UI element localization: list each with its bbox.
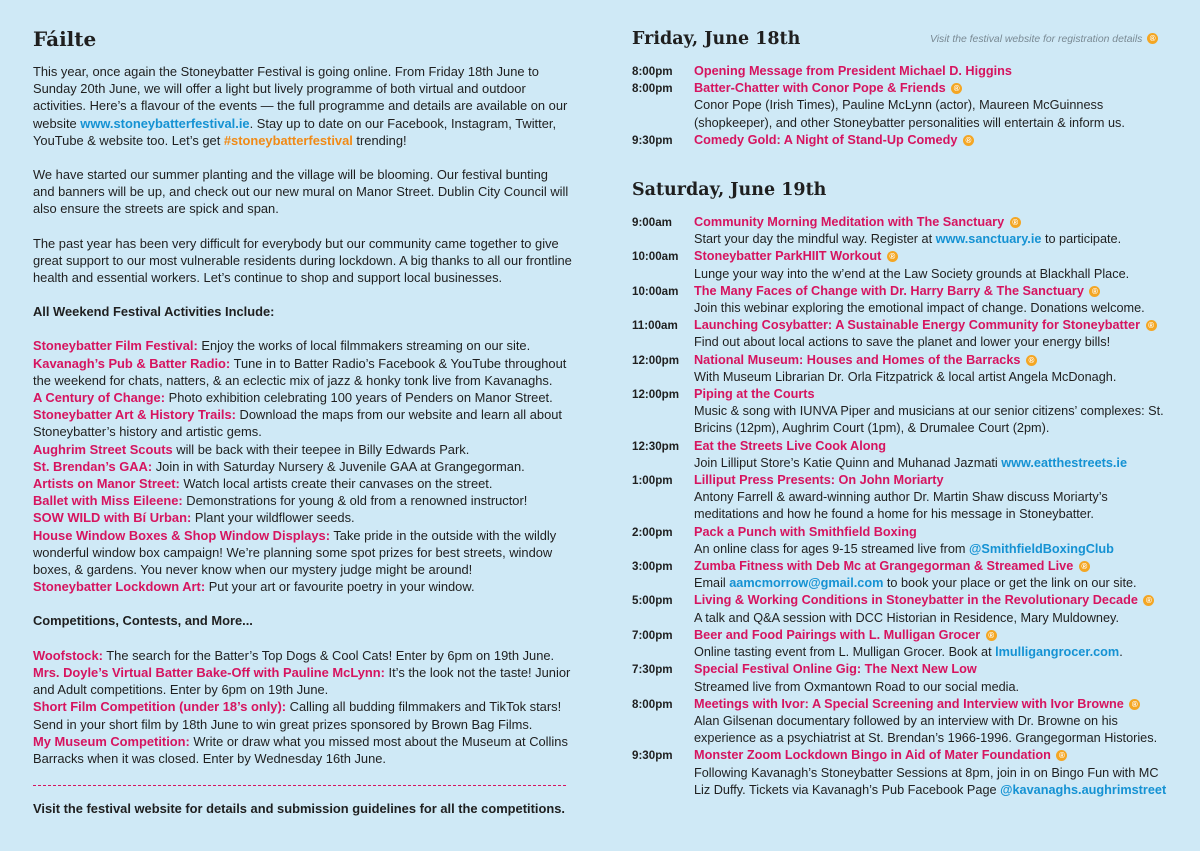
event-row (632, 317, 1172, 351)
competition-item (33, 733, 573, 767)
event-row (632, 352, 1172, 386)
event-time: 12:00pm (632, 353, 680, 367)
registration-icon: ® (887, 251, 898, 262)
event-title: Opening Message from President Michael D. Higgins (694, 64, 1012, 78)
registration-icon: ® (1026, 355, 1037, 366)
event-description (694, 403, 1172, 437)
saturday-heading: Saturday, June 19th (632, 180, 827, 201)
event-content (694, 80, 1172, 132)
event-desc-text: An online class for ages 9-15 streamed live from (694, 541, 970, 556)
registration-icon: ® (1056, 750, 1067, 761)
registration-icon: ® (1129, 699, 1140, 710)
competition-item-text: The search for the Batter’s Top Dogs & Cool Cats! Enter by 6pm on 19th June. (102, 647, 555, 663)
event-content (694, 248, 1172, 282)
activity-item (33, 475, 573, 492)
event-content (694, 132, 1172, 149)
event-title-line (694, 592, 1172, 609)
event-title-line (694, 696, 1172, 713)
event-title-line (694, 352, 1172, 369)
event-desc-text: With Museum Librarian Dr. Orla Fitzpatrick & local artist Angela McDonagh. (694, 369, 1117, 384)
registration-icon: ® (951, 83, 962, 94)
planting-paragraph: We have started our summer planting and the village will be blooming. Our festival bunting and banners will be up, and check out our new mural on Manor Street. Dublin City Council will also ensure the streets are spick and span. (33, 167, 569, 217)
event-time: 8:00pm (632, 82, 673, 96)
event-row (632, 747, 1172, 799)
activity-item-name: Aughrim Street Scouts (33, 441, 173, 457)
activity-item-name: A Century of Change: (33, 390, 166, 406)
event-link[interactable]: www.sanctuary.ie (935, 232, 1042, 247)
schedule-column (632, 26, 1172, 799)
event-desc-text: Following Kavanagh’s Stoneybatter Sessions at 8pm, join in on Bingo Fun with MC Liz Duffy. Tickets via Kavanagh’s Pub Facebook Page (694, 765, 1159, 797)
event-row (632, 592, 1172, 626)
event-row (632, 80, 1172, 132)
event-title-line (694, 472, 1172, 489)
event-title-line (694, 317, 1172, 334)
event-title: National Museum: Houses and Homes of the Barracks (694, 352, 1021, 367)
event-title: Living & Working Conditions in Stoneybatter in the Revolutionary Decade (694, 593, 1138, 608)
activity-item (33, 441, 573, 458)
competition-item (33, 647, 573, 664)
activity-item-text: will be back with their teepee in Billy Edwards Park. (172, 441, 470, 457)
event-content (694, 214, 1172, 248)
activity-item-name: St. Brendan’s GAA: (33, 458, 153, 474)
event-link[interactable]: lmulligangrocer.com (995, 645, 1120, 660)
event-title-line (694, 524, 1172, 541)
event-time: 9:00am (632, 216, 672, 230)
event-content (694, 661, 1172, 695)
welcome-column (33, 27, 573, 767)
event-content (694, 438, 1172, 472)
event-title-line (694, 747, 1172, 764)
event-row (632, 63, 1172, 80)
event-description (694, 97, 1172, 131)
event-desc-text: Conor Pope (Irish Times), Pauline McLynn (actor), Maureen McGuinness (shopkeeper), and other Stoneybatter personalities will entertain & inform us. (694, 98, 1125, 130)
activities-list (33, 337, 573, 595)
competition-item (33, 698, 573, 732)
event-title-line (694, 63, 1172, 80)
event-desc-text: Start your day the mindful way. Register at (694, 232, 936, 247)
welcome-title: Fáilte (33, 27, 97, 51)
event-time: 12:30pm (632, 439, 680, 453)
event-row (632, 661, 1172, 695)
event-title: Meetings with Ivor: A Special Screening and Interview with Ivor Browne (694, 696, 1124, 711)
event-title: Zumba Fitness with Deb Mc at Grangegorman & Streamed Live (694, 559, 1074, 574)
event-time: 8:00pm (632, 697, 673, 711)
event-desc-text: A talk and Q&A session with DCC Historian in Residence, Mary Muldowney. (694, 610, 1119, 625)
event-description (694, 231, 1172, 248)
event-title-line (694, 80, 1172, 97)
competition-item-text: It’s the look not the taste! Junior and Adult competitions. Enter by 6pm on 19th June. (33, 664, 571, 698)
event-description (694, 610, 1172, 627)
competition-item-name: Mrs. Doyle’s Virtual Batter Bake-Off with Pauline McLynn: (33, 664, 385, 680)
registration-icon: ® (963, 135, 974, 146)
event-content (694, 352, 1172, 386)
event-desc-text: Music & song with IUNVA Piper and musicians at our senior citizens’ complexes: St. Bricins (12pm), Aughrim Court (1pm), & Drumalee Court (2pm). (694, 404, 1164, 436)
activity-item (33, 527, 573, 579)
competitions-list (33, 647, 573, 767)
event-desc-text: Join this webinar exploring the emotional impact of change. Donations welcome. (694, 301, 1145, 316)
activity-item-text: Take pride in the outside with the wildly wonderful window box campaign! We’re planning some spot prizes for best streets, window boxes, & gardens. You never know when our mystery judge might be around! (33, 527, 557, 578)
competition-item-name: Woofstock: (33, 647, 103, 663)
competition-item-name: My Museum Competition: (33, 733, 190, 749)
event-description (694, 266, 1172, 283)
event-row (632, 524, 1172, 558)
activity-item-name: Stoneybatter Art & History Trails: (33, 407, 236, 423)
event-content (694, 386, 1172, 438)
event-title: Lilliput Press Presents: On John Moriarty (694, 473, 944, 488)
event-link[interactable]: @SmithfieldBoxingClub (969, 541, 1114, 556)
event-row (632, 558, 1172, 592)
event-title: Stoneybatter ParkHIIT Workout (694, 249, 882, 264)
event-title-line (694, 214, 1172, 231)
friday-events (632, 63, 1172, 149)
event-title: The Many Faces of Change with Dr. Harry Barry & The Sanctuary (694, 283, 1084, 298)
event-time: 8:00pm (632, 65, 673, 78)
event-title-line (694, 132, 1172, 149)
activities-heading: All Weekend Festival Activities Include: (33, 304, 275, 320)
event-description (694, 455, 1172, 472)
event-desc-text: Alan Gilsenan documentary followed by an interview with Dr. Browne on his experience as a psychiatrist at St. Brendan’s 1966-1996. Grangegorman Histories. (694, 713, 1158, 746)
event-row (632, 438, 1172, 472)
event-desc-text: Streamed live from Oxmantown Road to our social media. (694, 679, 1020, 694)
event-description (694, 765, 1172, 799)
event-title-line (694, 248, 1172, 265)
activity-item (33, 509, 573, 526)
registration-icon: ® (1010, 217, 1021, 228)
activity-item (33, 406, 573, 440)
saturday-events (632, 214, 1172, 799)
event-time: 5:00pm (632, 594, 673, 608)
activity-item (33, 337, 573, 354)
event-title-line (694, 438, 1172, 455)
event-row (632, 214, 1172, 248)
hashtag: #stoneybatterfestival (223, 132, 353, 148)
registration-icon: ® (1147, 33, 1158, 44)
event-title: Monster Zoom Lockdown Bingo in Aid of Mater Foundation (694, 748, 1051, 763)
event-link[interactable]: aamcmorrow@gmail.com (729, 576, 884, 591)
event-description (694, 679, 1172, 696)
intro-text-2: . Stay up to date on our Facebook, Instagram, Twitter, YouTube & website too. Let’s get (33, 115, 557, 148)
event-time: 7:30pm (632, 663, 673, 677)
event-time: 9:30pm (632, 133, 673, 147)
event-link[interactable]: @kavanaghs.aughrimstreet (1000, 782, 1167, 797)
competition-item (33, 664, 573, 698)
registration-note: Visit the festival website for registration details ® (930, 33, 1158, 45)
event-row (632, 248, 1172, 282)
event-title: Pack a Punch with Smithfield Boxing (694, 524, 917, 539)
event-time: 12:00pm (632, 388, 680, 402)
dashed-divider (33, 785, 566, 786)
event-desc-after: to participate. (1041, 232, 1122, 247)
event-title-line (694, 627, 1172, 644)
event-title: Community Morning Meditation with The Sanctuary (694, 215, 1005, 230)
event-desc-text: Lunge your way into the w’end at the Law Society grounds at Blackhall Place. (694, 266, 1130, 281)
event-row (632, 132, 1172, 149)
activity-item-name: Stoneybatter Lockdown Art: (33, 579, 206, 595)
event-row (632, 627, 1172, 661)
activity-item-name: SOW WILD with Bí Urban: (33, 510, 192, 526)
competition-item-text: Calling all budding filmmakers and TikTok stars! Send in your short film by 18th June to win great prizes sponsored by Brown Bag Films. (33, 699, 562, 732)
activity-item-name: Artists on Manor Street: (33, 476, 180, 492)
activity-item-text: Put your art or favourite poetry in your window. (205, 579, 475, 595)
activity-item (33, 355, 573, 389)
event-desc-text: Email (694, 576, 730, 591)
activity-item-name: Kavanagh’s Pub & Batter Radio: (33, 355, 231, 371)
event-content (694, 524, 1172, 558)
event-description (694, 334, 1172, 351)
activity-item (33, 389, 573, 406)
activity-item (33, 578, 573, 595)
competition-item-text: Write or draw what you missed most about the Museum at Collins Barracks when it was closed. Enter by Wednesday 16th June. (33, 733, 568, 766)
event-description (694, 541, 1172, 558)
event-desc-after: . (1119, 645, 1123, 660)
event-content (694, 592, 1172, 626)
event-title: Piping at the Courts (694, 387, 815, 402)
event-title: Batter-Chatter with Conor Pope & Friends (694, 81, 946, 96)
event-desc-text: Find out about local actions to save the planet and lower your energy bills! (694, 335, 1111, 350)
event-title: Launching Cosybatter: A Sustainable Energy Community for Stoneybatter (694, 318, 1141, 333)
intro-text-1: This year, once again the Stoneybatter Festival is going online. From Friday 18th June to Sunday 20th June, we will offer a light but lively programme of both virtual and outdoor activities. Here’s a flavour of the events — the full programme and details are available on our website (33, 64, 568, 131)
intro-paragraph (33, 63, 573, 149)
event-content (694, 63, 1172, 80)
event-description (694, 644, 1172, 661)
event-desc-text: Antony Farrell & award-winning author Dr. Martin Shaw discuss Moriarty’s meditations and how he found a home for his message in Stoneybatter. (694, 490, 1108, 522)
event-title: Comedy Gold: A Night of Stand-Up Comedy (694, 132, 958, 147)
event-title: Beer and Food Pairings with L. Mulligan Grocer (694, 627, 981, 642)
registration-icon: ® (1143, 595, 1154, 606)
activity-item-text: Enjoy the works of local filmmakers streaming on our site. (197, 338, 531, 354)
event-title: Special Festival Online Gig: The Next New Low (694, 662, 977, 677)
event-link[interactable]: www.eatthestreets.ie (1001, 455, 1128, 470)
community-paragraph: The past year has been very difficult for everybody but our community came together to give great support to our most vulnerable residents during lockdown. A big thanks to all our frontline health and essential workers. Let’s continue to shop and support local businesses. (33, 235, 572, 286)
event-time: 2:00pm (632, 525, 673, 539)
activity-item-text: Photo exhibition celebrating 100 years of Penders on Manor Street. (165, 390, 553, 406)
intro-text-3: trending! (352, 132, 407, 148)
registration-icon: ® (1089, 286, 1100, 297)
registration-icon: ® (1146, 320, 1157, 331)
activity-item-name: Stoneybatter Film Festival: (33, 338, 198, 354)
event-row (632, 386, 1172, 438)
event-description (694, 713, 1172, 747)
event-description (694, 300, 1172, 317)
event-content (694, 283, 1172, 317)
competitions-heading: Competitions, Contests, and More... (33, 613, 253, 629)
event-row (632, 283, 1172, 317)
event-content (694, 747, 1172, 799)
registration-icon: ® (1079, 561, 1090, 572)
event-title-line (694, 661, 1172, 678)
event-time: 1:00pm (632, 474, 673, 488)
activity-item-text: Watch local artists create their canvases on the street. (179, 476, 493, 492)
activity-item-text: Tune in to Batter Radio’s Facebook & YouTube throughout the weekend for chats, natters, & an eclectic mix of jazz & honky tonk live from Kavanaghs. (33, 355, 567, 388)
event-title-line (694, 386, 1172, 403)
event-time: 3:00pm (632, 560, 673, 574)
competitions-footer: Visit the festival website for details and submission guidelines for all the competitions. (33, 801, 565, 816)
activity-item-text: Plant your wildflower seeds. (191, 510, 355, 526)
event-content (694, 696, 1172, 748)
registration-icon: ® (986, 630, 997, 641)
event-description (694, 369, 1172, 386)
competition-item-name: Short Film Competition (under 18’s only): (33, 699, 287, 715)
friday-heading: Friday, June 18th (632, 29, 801, 49)
event-time: 7:00pm (632, 628, 673, 642)
event-time: 9:30pm (632, 749, 673, 763)
event-row (632, 472, 1172, 524)
website-link[interactable]: www.stoneybatterfestival.ie (80, 115, 250, 131)
event-description (694, 575, 1172, 592)
event-time: 10:00am (632, 250, 679, 264)
event-time: 11:00am (632, 319, 678, 333)
event-desc-text: Online tasting event from L. Mulligan Grocer. Book at (694, 645, 996, 660)
activity-item (33, 492, 573, 509)
activity-item-name: Ballet with Miss Eileene: (33, 493, 183, 509)
event-time: 10:00am (632, 284, 679, 298)
event-title-line (694, 283, 1172, 300)
activity-item-text: Demonstrations for young & old from a renowned instructor! (182, 493, 528, 509)
event-content (694, 627, 1172, 661)
event-desc-after: to book your place or get the link on our site. (883, 576, 1137, 591)
event-desc-text: Join Lilliput Store’s Katie Quinn and Muhanad Jazmati (694, 455, 1002, 470)
event-title: Eat the Streets Live Cook Along (694, 438, 886, 453)
activity-item-text: Download the maps from our website and learn all about Stoneybatter’s history and artistic gems. (33, 407, 562, 440)
event-description (694, 489, 1172, 523)
activity-item-text: Join in with Saturday Nursery & Juvenile GAA at Grangegorman. (152, 458, 525, 474)
event-row (632, 696, 1172, 748)
activity-item (33, 458, 573, 475)
activity-item-name: House Window Boxes & Shop Window Displays: (33, 527, 330, 543)
event-content (694, 317, 1172, 351)
event-content (694, 472, 1172, 524)
event-title-line (694, 558, 1172, 575)
event-content (694, 558, 1172, 592)
